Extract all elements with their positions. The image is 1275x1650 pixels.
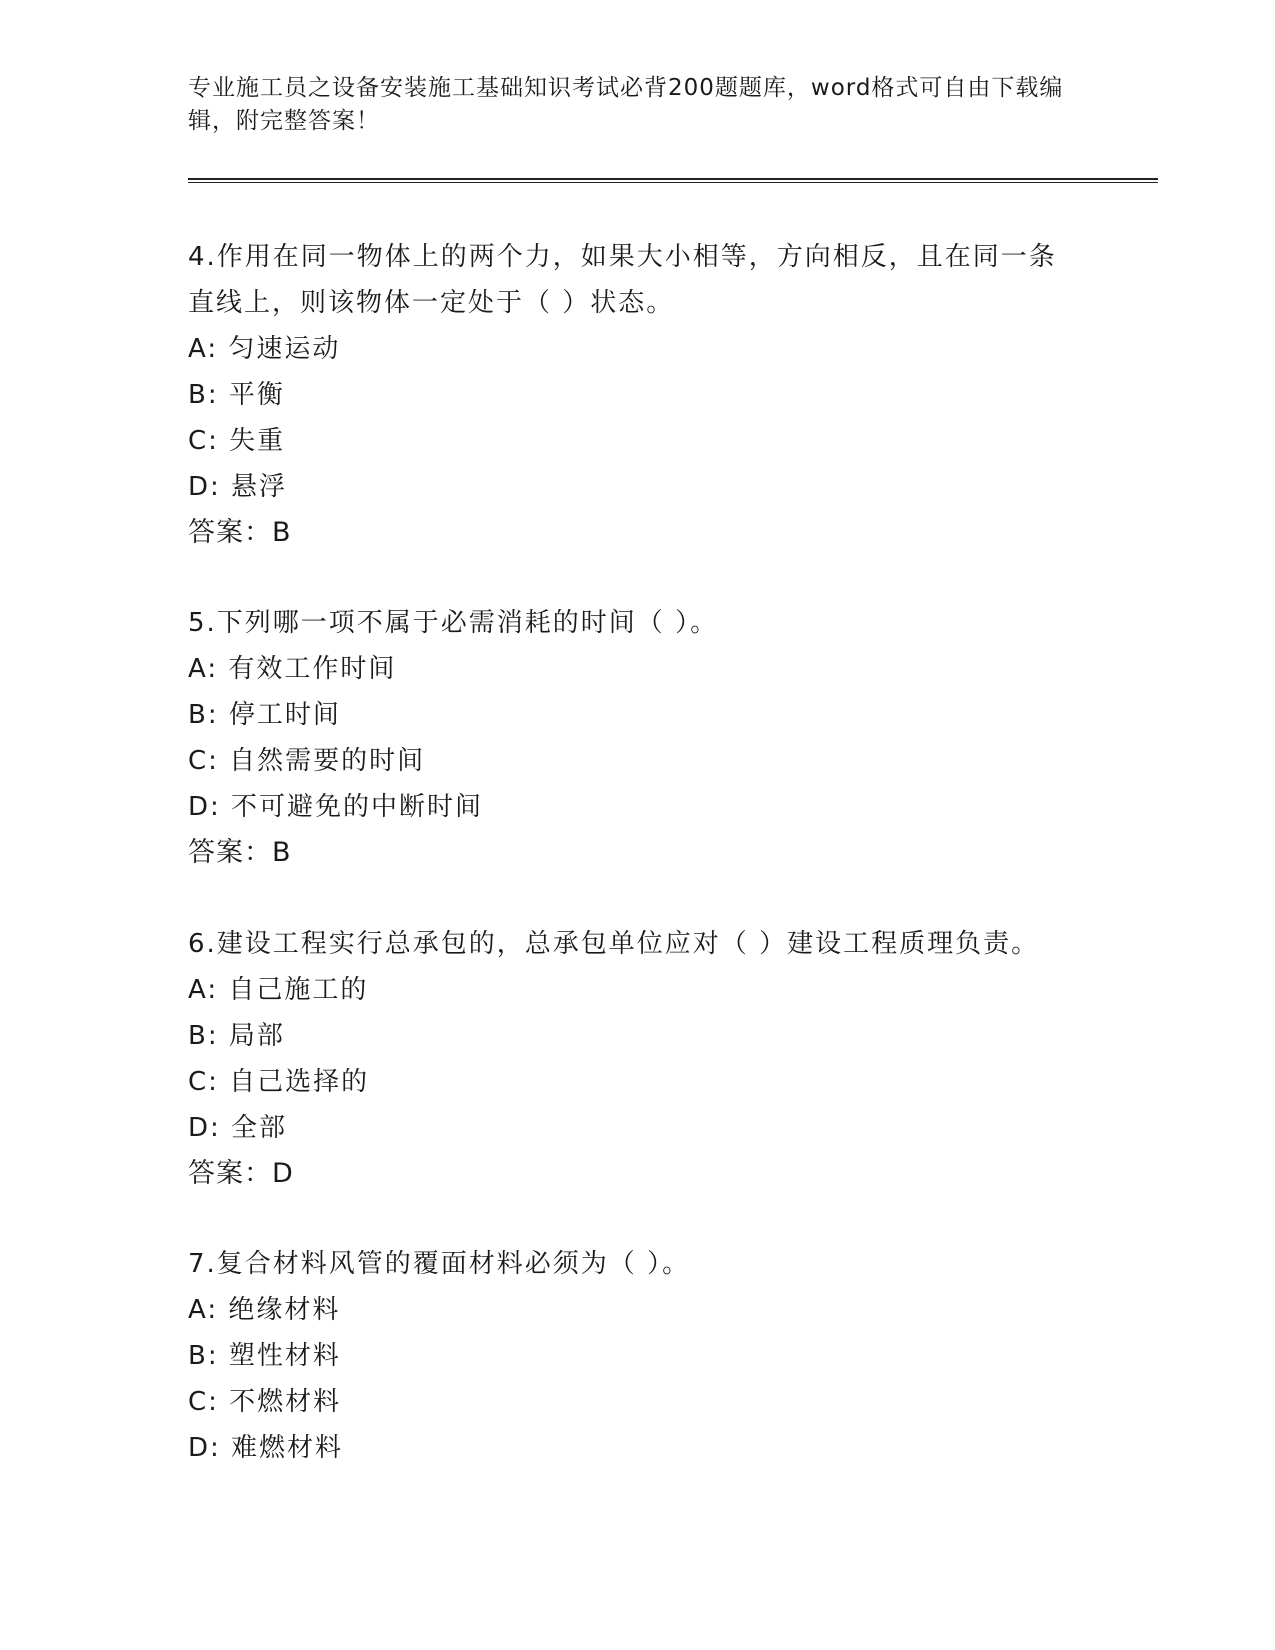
question-4 bbox=[188, 234, 1068, 556]
option-a: A: 有效工作时间 bbox=[188, 654, 397, 684]
option-d: D: 全部 bbox=[188, 1113, 288, 1143]
question-6 bbox=[188, 921, 1068, 1197]
option-a: A: 绝缘材料 bbox=[188, 1295, 341, 1325]
option-a: A: 匀速运动 bbox=[188, 334, 341, 364]
option-b: B: 局部 bbox=[188, 1021, 285, 1051]
header-divider bbox=[188, 178, 1158, 183]
option-c: C: 失重 bbox=[188, 426, 286, 456]
option-b: B: 平衡 bbox=[188, 380, 285, 410]
option-a: A: 自己施工的 bbox=[188, 975, 369, 1005]
option-b: B: 停工时间 bbox=[188, 700, 341, 730]
question-5 bbox=[188, 600, 1068, 876]
answer-line: 答案：B bbox=[188, 837, 292, 868]
question-stem: 6.建设工程实行总承包的，总承包单位应对（ ）建设工程质理负责。 bbox=[188, 929, 1040, 959]
question-stem: 5.下列哪一项不属于必需消耗的时间（ ）。 bbox=[188, 608, 719, 638]
answer-line: 答案：B bbox=[188, 517, 292, 548]
question-7 bbox=[188, 1241, 1068, 1471]
option-d: D: 悬浮 bbox=[188, 472, 288, 502]
option-d: D: 不可避免的中断时间 bbox=[188, 792, 484, 822]
option-c: C: 不燃材料 bbox=[188, 1387, 342, 1417]
document-header: 专业施工员之设备安装施工基础知识考试必背200题题库，word格式可自由下载编辑，附完整答案！ bbox=[188, 75, 1064, 134]
question-stem: 7.复合材料风管的覆面材料必须为（ ）。 bbox=[188, 1249, 691, 1279]
answer-line: 答案：D bbox=[188, 1158, 294, 1189]
option-c: C: 自己选择的 bbox=[188, 1067, 370, 1097]
option-b: B: 塑性材料 bbox=[188, 1341, 341, 1371]
option-d: D: 难燃材料 bbox=[188, 1433, 344, 1463]
question-stem: 4.作用在同一物体上的两个力，如果大小相等，方向相反，且在同一条直线上，则该物体一定处于（ ）状态。 bbox=[188, 242, 1057, 318]
option-c: C: 自然需要的时间 bbox=[188, 746, 426, 776]
